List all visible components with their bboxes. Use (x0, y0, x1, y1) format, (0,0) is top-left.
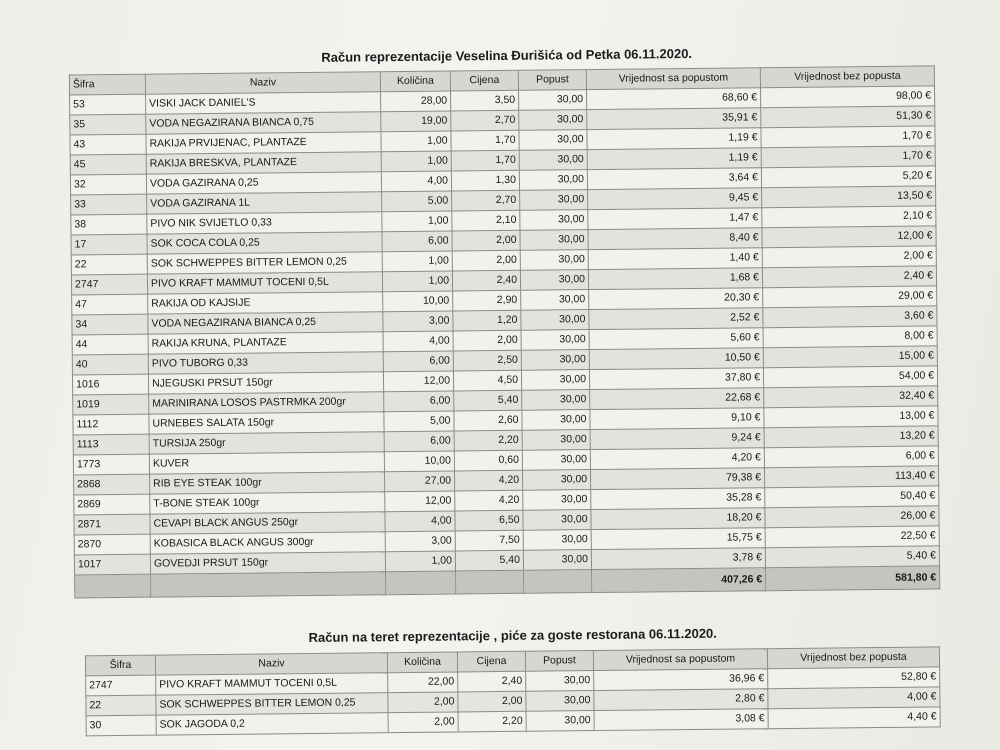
receipt-table-2 (85, 646, 941, 736)
cell-vrijednost-bez-popusta: 1,70 € (761, 126, 935, 148)
cell-cijena: 4,20 (455, 490, 523, 511)
cell-popust: 30,00 (520, 270, 588, 291)
cell-popust: 30,00 (520, 210, 588, 231)
cell-kolicina: 1,00 (382, 211, 452, 232)
cell-sifra: 22 (71, 254, 147, 275)
cell-vrijednost-bez-popusta: 54,00 € (763, 366, 937, 388)
cell-cijena: 2,40 (458, 671, 526, 692)
cell-vrijednost-bez-popusta: 4,40 € (768, 707, 940, 729)
cell-cijena: 1,70 (451, 130, 519, 151)
cell-cijena: 0,60 (454, 450, 522, 471)
cell-cijena: 2,00 (458, 691, 526, 712)
cell-sifra: 2870 (74, 534, 150, 555)
cell-cijena: 4,50 (453, 370, 521, 391)
cell-kolicina: 6,00 (382, 231, 452, 252)
cell-kolicina: 6,00 (384, 431, 454, 452)
cell-popust: 30,00 (519, 130, 587, 151)
header-vrijednost-sa-popustom: Vrijednost sa popustom (593, 649, 767, 671)
total-empty-cell (386, 571, 456, 595)
cell-popust: 30,00 (522, 430, 590, 451)
cell-cijena: 4,20 (455, 470, 523, 491)
cell-vrijednost-bez-popusta: 8,00 € (763, 326, 937, 348)
cell-sifra: 40 (72, 354, 148, 375)
cell-popust: 30,00 (519, 150, 587, 171)
header-popust: Popust (518, 70, 586, 91)
cell-popust: 30,00 (520, 250, 588, 271)
cell-cijena: 2,20 (454, 430, 522, 451)
cell-popust: 30,00 (522, 390, 590, 411)
cell-cijena: 2,50 (453, 350, 521, 371)
header-cijena: Cijena (450, 70, 518, 91)
cell-naziv: PIVO NIK SVIJETLO 0,33 (147, 212, 382, 234)
cell-popust: 30,00 (521, 370, 589, 391)
cell-naziv: VODA GAZIRANA 0,25 (146, 172, 381, 194)
receipt-title-1: Račun reprezentacije Veselina Đurišića od Petka 06.11.2020. (321, 45, 693, 65)
header-naziv: Naziv (155, 653, 387, 675)
cell-naziv: PIVO KRAFT MAMMUT TOCENI 0,5L (156, 673, 388, 695)
cell-vrijednost-sa-popustom: 36,96 € (594, 669, 768, 691)
cell-sifra: 43 (70, 134, 146, 155)
cell-cijena: 2,70 (451, 110, 519, 131)
total-vrijednost-sa-popustom: 407,26 € (592, 568, 766, 593)
cell-vrijednost-bez-popusta: 2,10 € (762, 206, 936, 228)
cell-cijena: 5,40 (454, 390, 522, 411)
cell-popust: 30,00 (522, 450, 590, 471)
cell-vrijednost-bez-popusta: 1,70 € (761, 146, 935, 168)
cell-naziv: VODA GAZIRANA 1L (147, 192, 382, 214)
cell-kolicina: 1,00 (381, 131, 451, 152)
cell-sifra: 33 (71, 194, 147, 215)
cell-sifra: 34 (72, 314, 148, 335)
cell-naziv: SOK JAGODA 0,2 (156, 713, 388, 735)
cell-sifra: 1773 (73, 454, 149, 475)
cell-popust: 30,00 (521, 310, 589, 331)
cell-popust: 30,00 (526, 671, 594, 692)
cell-naziv: VODA NEGAZIRANA BIANCA 0,25 (148, 312, 383, 334)
cell-cijena: 5,40 (455, 550, 523, 571)
cell-kolicina: 4,00 (381, 171, 451, 192)
cell-vrijednost-bez-popusta: 5,20 € (761, 166, 935, 188)
cell-vrijednost-sa-popustom: 9,24 € (590, 428, 764, 450)
cell-cijena: 3,50 (451, 90, 519, 111)
cell-vrijednost-sa-popustom: 4,20 € (590, 448, 764, 470)
cell-kolicina: 12,00 (385, 491, 455, 512)
cell-vrijednost-sa-popustom: 37,80 € (589, 368, 763, 390)
cell-naziv: RAKIJA OD KAJSIJE (148, 292, 383, 314)
cell-cijena: 2,00 (452, 230, 520, 251)
cell-vrijednost-sa-popustom: 3,64 € (587, 168, 761, 190)
cell-naziv: SOK SCHWEPPES BITTER LEMON 0,25 (156, 693, 388, 715)
cell-vrijednost-sa-popustom: 8,40 € (588, 228, 762, 250)
cell-sifra: 38 (71, 214, 147, 235)
cell-sifra: 35 (70, 114, 146, 135)
cell-popust: 30,00 (523, 550, 591, 571)
cell-vrijednost-sa-popustom: 20,30 € (589, 288, 763, 310)
cell-sifra: 22 (86, 695, 156, 716)
cell-sifra: 53 (70, 94, 146, 115)
cell-vrijednost-bez-popusta: 13,20 € (764, 426, 938, 448)
cell-vrijednost-bez-popusta: 113,40 € (764, 466, 938, 488)
cell-vrijednost-sa-popustom: 35,28 € (591, 488, 765, 510)
cell-cijena: 2,40 (452, 270, 520, 291)
cell-vrijednost-sa-popustom: 10,50 € (589, 348, 763, 370)
cell-naziv: PIVO TUBORG 0,33 (148, 352, 383, 374)
cell-sifra: 44 (72, 334, 148, 355)
cell-kolicina: 5,00 (384, 411, 454, 432)
cell-vrijednost-sa-popustom: 2,52 € (589, 308, 763, 330)
cell-sifra: 45 (70, 154, 146, 175)
cell-popust: 30,00 (521, 350, 589, 371)
cell-kolicina: 2,00 (388, 712, 458, 733)
cell-kolicina: 1,00 (385, 551, 455, 572)
cell-kolicina: 22,00 (388, 672, 458, 693)
cell-vrijednost-sa-popustom: 2,80 € (594, 689, 768, 711)
cell-vrijednost-bez-popusta: 98,00 € (761, 86, 935, 108)
cell-popust: 30,00 (519, 90, 587, 111)
cell-vrijednost-sa-popustom: 68,60 € (587, 88, 761, 110)
cell-cijena: 1,20 (453, 310, 521, 331)
cell-cijena: 2,20 (458, 711, 526, 732)
cell-sifra: 2747 (71, 274, 147, 295)
header-kolicina: Količina (387, 652, 457, 673)
cell-naziv: KOBASICA BLACK ANGUS 300gr (150, 532, 385, 554)
cell-kolicina: 4,00 (385, 511, 455, 532)
cell-sifra: 1017 (74, 554, 150, 575)
cell-popust: 30,00 (520, 230, 588, 251)
cell-naziv: SOK COCA COLA 0,25 (147, 232, 382, 254)
cell-kolicina: 1,00 (382, 271, 452, 292)
cell-sifra: 1016 (72, 374, 148, 395)
cell-kolicina: 12,00 (383, 371, 453, 392)
header-popust: Popust (525, 651, 593, 672)
cell-naziv: URNEBES SALATA 150gr (149, 412, 384, 434)
cell-vrijednost-bez-popusta: 22,50 € (765, 526, 939, 548)
cell-popust: 30,00 (519, 170, 587, 191)
cell-sifra: 17 (71, 234, 147, 255)
cell-sifra: 2747 (86, 675, 156, 696)
cell-sifra: 2868 (74, 474, 150, 495)
cell-popust: 30,00 (526, 691, 594, 712)
cell-popust: 30,00 (522, 410, 590, 431)
cell-vrijednost-sa-popustom: 1,68 € (588, 268, 762, 290)
receipt-title-2: Račun na teret reprezentacije , piće za goste restorana 06.11.2020. (308, 625, 717, 646)
cell-vrijednost-sa-popustom: 79,38 € (590, 468, 764, 490)
cell-vrijednost-bez-popusta: 29,00 € (763, 286, 937, 308)
receipt-table-1 (69, 65, 940, 598)
total-empty-cell (524, 570, 592, 594)
cell-sifra: 1112 (73, 414, 149, 435)
cell-popust: 30,00 (523, 490, 591, 511)
cell-popust: 30,00 (521, 290, 589, 311)
cell-kolicina: 10,00 (383, 291, 453, 312)
cell-naziv: RAKIJA BRESKVA, PLANTAZE (146, 152, 381, 174)
cell-vrijednost-sa-popustom: 1,40 € (588, 248, 762, 270)
cell-vrijednost-sa-popustom: 9,45 € (588, 188, 762, 210)
cell-cijena: 2,90 (453, 290, 521, 311)
cell-popust: 30,00 (519, 110, 587, 131)
cell-naziv: RIB EYE STEAK 100gr (150, 472, 385, 494)
total-empty-cell (456, 570, 524, 594)
cell-popust: 30,00 (523, 510, 591, 531)
cell-kolicina: 3,00 (383, 311, 453, 332)
cell-popust: 30,00 (526, 711, 594, 732)
cell-vrijednost-bez-popusta: 12,00 € (762, 226, 936, 248)
total-empty-cell (75, 574, 151, 598)
cell-vrijednost-sa-popustom: 22,68 € (590, 388, 764, 410)
cell-kolicina: 2,00 (388, 692, 458, 713)
cell-naziv: T-BONE STEAK 100gr (150, 492, 385, 514)
cell-vrijednost-sa-popustom: 15,75 € (591, 528, 765, 550)
cell-vrijednost-sa-popustom: 9,10 € (590, 408, 764, 430)
cell-popust: 30,00 (521, 330, 589, 351)
total-vrijednost-bez-popusta: 581,80 € (766, 566, 940, 591)
cell-vrijednost-sa-popustom: 3,08 € (594, 709, 768, 731)
cell-naziv: MARINIRANA LOSOS PASTRMKA 200gr (149, 392, 384, 414)
cell-vrijednost-bez-popusta: 4,00 € (768, 687, 940, 709)
header-sifra: Šifra (69, 74, 145, 95)
cell-vrijednost-bez-popusta: 2,40 € (762, 266, 936, 288)
cell-cijena: 1,30 (451, 170, 519, 191)
cell-vrijednost-sa-popustom: 5,60 € (589, 328, 763, 350)
cell-kolicina: 6,00 (384, 391, 454, 412)
cell-naziv: NJEGUSKI PRSUT 150gr (148, 372, 383, 394)
header-kolicina: Količina (380, 71, 450, 92)
cell-vrijednost-sa-popustom: 1,47 € (588, 208, 762, 230)
cell-naziv: CEVAPI BLACK ANGUS 250gr (150, 512, 385, 534)
cell-vrijednost-bez-popusta: 52,80 € (768, 667, 940, 689)
cell-kolicina: 1,00 (382, 251, 452, 272)
cell-cijena: 7,50 (455, 530, 523, 551)
cell-kolicina: 4,00 (383, 331, 453, 352)
cell-naziv: VISKI JACK DANIEL'S (146, 92, 381, 114)
cell-vrijednost-bez-popusta: 13,00 € (764, 406, 938, 428)
cell-cijena: 2,00 (452, 250, 520, 271)
cell-naziv: VODA NEGAZIRANA BIANCA 0,75 (146, 112, 381, 134)
cell-sifra: 47 (72, 294, 148, 315)
cell-naziv: GOVEDJI PRSUT 150gr (150, 552, 385, 574)
cell-sifra: 1113 (73, 434, 149, 455)
cell-vrijednost-bez-popusta: 5,40 € (765, 546, 939, 568)
cell-vrijednost-sa-popustom: 1,19 € (587, 128, 761, 150)
cell-vrijednost-bez-popusta: 2,00 € (762, 246, 936, 268)
header-sifra: Šifra (85, 655, 155, 676)
cell-cijena: 6,50 (455, 510, 523, 531)
cell-vrijednost-sa-popustom: 35,91 € (587, 108, 761, 130)
cell-naziv: TURSIJA 250gr (149, 432, 384, 454)
cell-vrijednost-bez-popusta: 32,40 € (764, 386, 938, 408)
cell-cijena: 2,70 (452, 190, 520, 211)
header-naziv: Naziv (145, 72, 380, 94)
cell-naziv: RAKIJA PRVIJENAC, PLANTAZE (146, 132, 381, 154)
cell-kolicina: 1,00 (381, 151, 451, 172)
cell-kolicina: 6,00 (383, 351, 453, 372)
cell-naziv: KUVER (149, 452, 384, 474)
cell-popust: 30,00 (522, 470, 590, 491)
cell-kolicina: 3,00 (385, 531, 455, 552)
cell-cijena: 2,00 (453, 330, 521, 351)
cell-vrijednost-bez-popusta: 15,00 € (763, 346, 937, 368)
cell-kolicina: 27,00 (385, 471, 455, 492)
cell-vrijednost-bez-popusta: 6,00 € (764, 446, 938, 468)
cell-vrijednost-bez-popusta: 26,00 € (765, 506, 939, 528)
cell-naziv: RAKIJA KRUNA, PLANTAZE (148, 332, 383, 354)
cell-cijena: 1,70 (451, 150, 519, 171)
cell-kolicina: 10,00 (384, 451, 454, 472)
cell-vrijednost-sa-popustom: 1,19 € (587, 148, 761, 170)
cell-sifra: 2871 (74, 514, 150, 535)
cell-vrijednost-bez-popusta: 50,40 € (765, 486, 939, 508)
header-cijena: Cijena (457, 651, 525, 672)
cell-kolicina: 28,00 (381, 91, 451, 112)
cell-popust: 30,00 (520, 190, 588, 211)
cell-vrijednost-bez-popusta: 3,60 € (763, 306, 937, 328)
header-vrijednost-sa-popustom: Vrijednost sa popustom (586, 68, 760, 90)
cell-cijena: 2,60 (454, 410, 522, 431)
total-empty-cell (151, 572, 386, 597)
cell-naziv: PIVO KRAFT MAMMUT TOCENI 0,5L (147, 272, 382, 294)
cell-sifra: 1019 (73, 394, 149, 415)
cell-kolicina: 19,00 (381, 111, 451, 132)
cell-sifra: 32 (70, 174, 146, 195)
header-vrijednost-bez-popusta: Vrijednost bez popusta (760, 66, 934, 88)
cell-popust: 30,00 (523, 530, 591, 551)
cell-kolicina: 5,00 (382, 191, 452, 212)
cell-vrijednost-sa-popustom: 3,78 € (591, 548, 765, 570)
header-vrijednost-bez-popusta: Vrijednost bez popusta (767, 647, 939, 669)
cell-sifra: 30 (86, 715, 156, 736)
cell-vrijednost-bez-popusta: 51,30 € (761, 106, 935, 128)
cell-vrijednost-bez-popusta: 13,50 € (762, 186, 936, 208)
cell-cijena: 2,10 (452, 210, 520, 231)
cell-naziv: SOK SCHWEPPES BITTER LEMON 0,25 (147, 252, 382, 274)
cell-vrijednost-sa-popustom: 18,20 € (591, 508, 765, 530)
cell-sifra: 2869 (74, 494, 150, 515)
